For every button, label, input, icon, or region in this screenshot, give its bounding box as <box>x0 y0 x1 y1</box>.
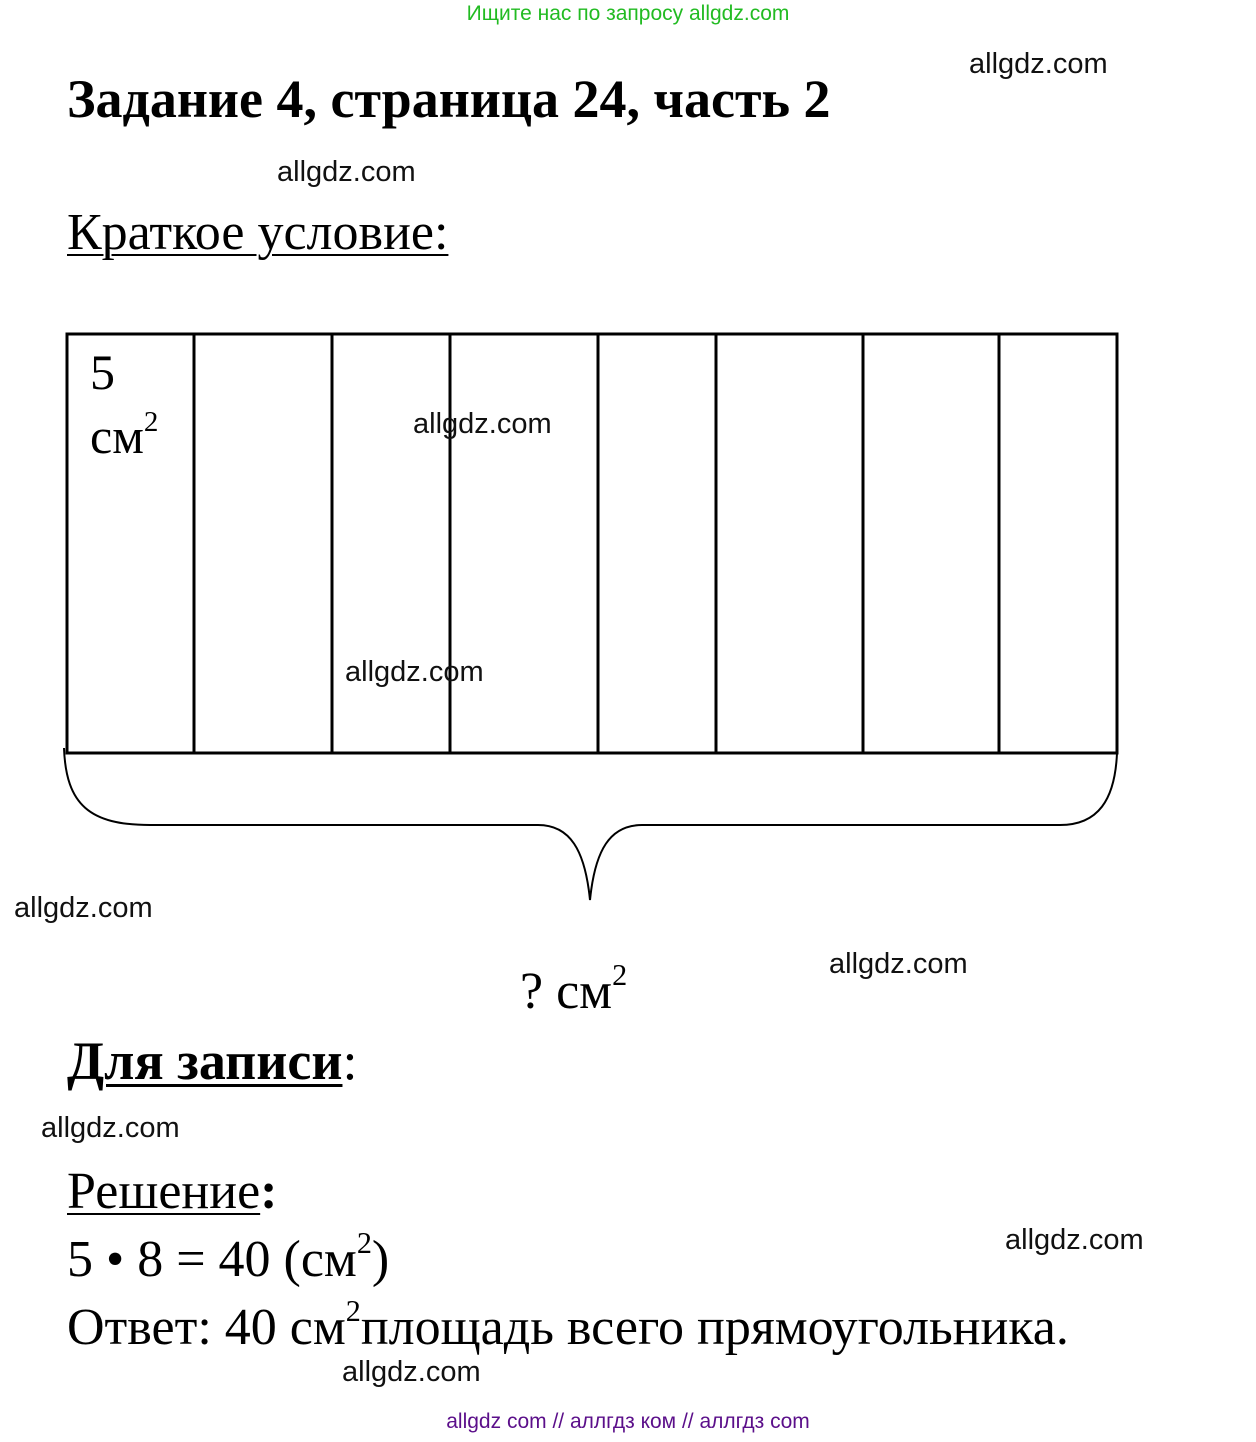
cell-area-value: 5 <box>90 344 115 400</box>
watermark: allgdz.com <box>342 1356 481 1388</box>
cell-area-label <box>90 340 158 476</box>
rectangle-outline <box>67 334 1117 753</box>
footer-links[interactable]: allgdz com // аллгдз ком // аллгдз com <box>446 1410 810 1433</box>
total-area-label: ? $см^2$ <box>520 958 628 1020</box>
watermark: allgdz.com <box>41 1112 180 1144</box>
cell-area-unit: $см^2$ <box>90 406 159 464</box>
top-banner[interactable]: Ищите нас по запросу allgdz.com <box>466 2 790 25</box>
condition-heading: Краткое условие: <box>67 204 449 261</box>
watermark: allgdz.com <box>1005 1224 1144 1256</box>
answer-line: Ответ: 40 $см^2площадь$ всего прямоугольника. <box>67 1294 1069 1356</box>
watermark: allgdz.com <box>345 656 484 688</box>
watermark: allgdz.com <box>413 408 552 440</box>
watermark: allgdz.com <box>14 892 153 924</box>
watermark: allgdz.com <box>969 48 1108 80</box>
curly-brace <box>64 748 1117 900</box>
page-title: Задание 4, страница 24, часть 2 <box>67 69 831 129</box>
record-heading: Для записи: <box>67 1031 358 1091</box>
watermark: allgdz.com <box>829 948 968 980</box>
watermark: allgdz.com <box>277 156 416 188</box>
solution-expression: 5 • 8 = 40 $(см^2)$ <box>67 1226 390 1288</box>
solution-heading: Решение: <box>67 1163 278 1220</box>
